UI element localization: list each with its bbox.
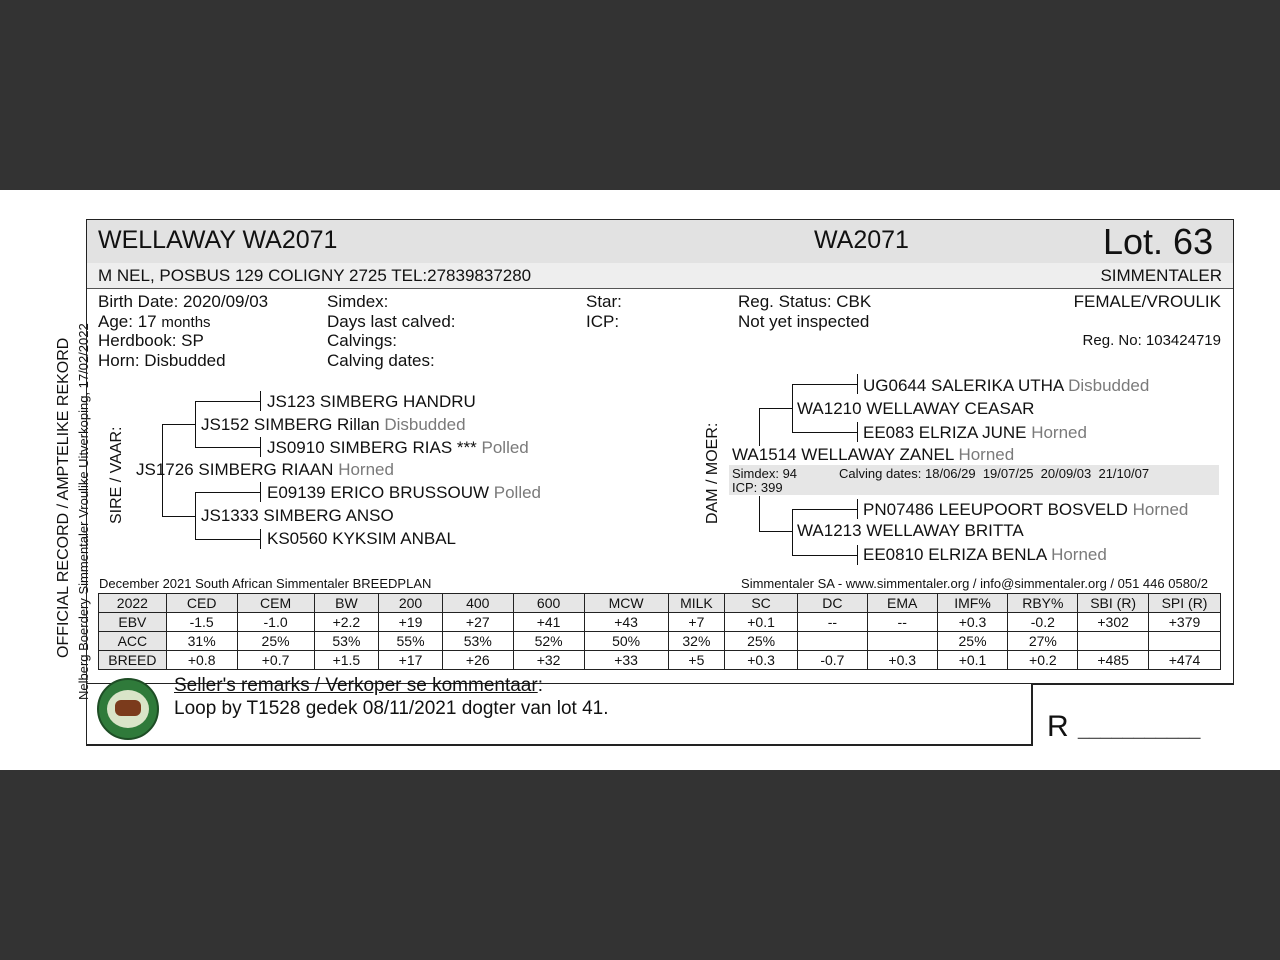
- ebv-cell: CED: [166, 594, 237, 613]
- ebv-row-label: ACC: [99, 632, 167, 651]
- ebv-cell: +0.7: [237, 651, 314, 670]
- sex: FEMALE/VROULIK: [1073, 292, 1221, 311]
- ebv-cell: +5: [668, 651, 724, 670]
- sire-sire-dam: [267, 438, 529, 458]
- ebv-cell: 400: [442, 594, 513, 613]
- price-box-divider: [1031, 684, 1033, 746]
- ebv-cell: SC: [725, 594, 798, 613]
- age-unit: months: [161, 314, 211, 331]
- dam-name: WA1514 WELLAWAY ZANEL: [732, 445, 954, 464]
- inspection-status: Not yet inspected: [738, 312, 870, 331]
- sire-sire-dam-name: JS0910 SIMBERG RIAS ***: [267, 438, 477, 457]
- dam-horn: Horned: [958, 445, 1015, 464]
- sire-dam-sire-horn: Polled: [493, 483, 542, 502]
- ebv-cell: +43: [584, 613, 668, 632]
- ebv-cell: 53%: [442, 632, 513, 651]
- dam-sire: WA1210 WELLAWAY CEASAR: [797, 399, 1035, 418]
- ds-bracket-top: [792, 384, 857, 385]
- owner-address: M NEL, POSBUS 129 COLIGNY 2725 TEL:27839837280: [98, 266, 532, 285]
- ebv-cell: --: [867, 613, 937, 632]
- ddd-tick: [857, 545, 858, 565]
- ebv-cell: -1.0: [237, 613, 314, 632]
- lot-number: Lot. 63: [1103, 221, 1214, 262]
- ss-bracket-top: [195, 401, 260, 402]
- ebv-cell: 25%: [237, 632, 314, 651]
- ebv-cell: BW: [314, 594, 379, 613]
- dam-dam: WA1213 WELLAWAY BRITTA: [797, 521, 1024, 540]
- animal-id: WA2071: [814, 226, 909, 254]
- sire-label: SIRE / VAAR:: [108, 426, 125, 524]
- calvings: Calvings:: [327, 331, 397, 350]
- dam-dam-dam-name: EE0810 ELRIZA BENLA: [863, 545, 1047, 564]
- birth-date: Birth Date: 2020/09/03: [98, 292, 269, 311]
- ebv-cell: MCW: [584, 594, 668, 613]
- ebv-cell: 32%: [668, 632, 724, 651]
- ebv-row-ebv: [99, 613, 1221, 632]
- dam-bracket-top: [759, 408, 792, 409]
- remarks-title: [174, 675, 543, 697]
- reg-status: Reg. Status: CBK: [738, 292, 872, 311]
- remarks-text: Loop by T1528 gedek 08/11/2021 dogter van lot 41.: [174, 698, 609, 719]
- age-value: Age: 17: [98, 312, 157, 331]
- ebv-cell: +0.1: [937, 651, 1008, 670]
- ebv-cell: +26: [442, 651, 513, 670]
- ebv-cell: [1078, 632, 1149, 651]
- ebv-cell: CEM: [237, 594, 314, 613]
- ebv-cell: 27%: [1008, 632, 1078, 651]
- remarks-colon: :: [537, 675, 543, 696]
- sire-dam-dam: KS0560 KYKSIM ANBAL: [267, 529, 456, 548]
- ebv-cell: [867, 632, 937, 651]
- sire-bracket-top: [162, 424, 195, 425]
- price-blank: ___________: [1078, 718, 1201, 740]
- ebv-cell: +0.3: [937, 613, 1008, 632]
- ebv-cell: +7: [668, 613, 724, 632]
- dam-icp: ICP: 399: [732, 480, 783, 495]
- ebv-cell: 53%: [314, 632, 379, 651]
- ebv-cell: --: [798, 613, 868, 632]
- ebv-cell: +0.3: [867, 651, 937, 670]
- sdd-tick: [260, 529, 261, 549]
- dam-label: DAM / MOER:: [704, 422, 721, 524]
- ebv-cell: 55%: [379, 632, 443, 651]
- ebv-cell: RBY%: [1008, 594, 1078, 613]
- reg-number: Reg. No: 103424719: [1082, 332, 1221, 349]
- simmentaler-logo: [97, 678, 159, 740]
- sd-bracket-top: [195, 492, 260, 493]
- sire-sire-horn: Disbudded: [384, 415, 466, 434]
- icp-label: ICP:: [586, 312, 620, 331]
- sd-bracket-bottom: [195, 539, 260, 540]
- ebv-header-row: [99, 594, 1221, 613]
- ebv-cell: -1.5: [166, 613, 237, 632]
- ebv-cell: 25%: [725, 632, 798, 651]
- herdbook: Herdbook: SP: [98, 331, 204, 350]
- sds-tick: [260, 482, 261, 502]
- ssd-tick: [260, 437, 261, 457]
- ebv-cell: +0.1: [725, 613, 798, 632]
- ebv-cell: IMF%: [937, 594, 1008, 613]
- ds-bracket: [792, 384, 793, 432]
- ebv-row-acc: [99, 632, 1221, 651]
- dam-sire-dam-name: EE083 ELRIZA JUNE: [863, 423, 1027, 442]
- ebv-cell: +32: [513, 651, 584, 670]
- ebv-cell: +302: [1078, 613, 1149, 632]
- dam-sire-dam: [863, 423, 1087, 443]
- ebv-cell: 200: [379, 594, 443, 613]
- sire: [136, 460, 394, 480]
- ebv-cell: MILK: [668, 594, 724, 613]
- dam-sire-sire-name: UG0644 SALERIKA UTHA: [863, 376, 1064, 395]
- dam-sire-sire: [863, 376, 1149, 396]
- dd-bracket: [792, 509, 793, 555]
- sire-sire-dam-horn: Polled: [481, 438, 529, 457]
- sire-dam-sire-name: E09139 ERICO BRUSSOUW: [267, 483, 490, 502]
- dam-dam-sire-name: PN07486 LEEUPOORT BOSVELD: [863, 500, 1128, 519]
- ebv-cell: SPI (R): [1149, 594, 1221, 613]
- breedplan-contact: Simmentaler SA - www.simmentaler.org / info@simmentaler.org / 051 446 0580/2: [741, 576, 1208, 591]
- sire-name: JS1726 SIMBERG RIAAN: [136, 460, 334, 479]
- sd-bracket: [195, 492, 196, 539]
- ebv-cell: SBI (R): [1078, 594, 1149, 613]
- ebv-cell: +0.2: [1008, 651, 1078, 670]
- ds-bracket-bottom: [792, 432, 857, 433]
- dam-simdex: Simdex: 94: [732, 466, 798, 481]
- ebv-cell: +1.5: [314, 651, 379, 670]
- ebv-cell: +2.2: [314, 613, 379, 632]
- ebv-cell: +0.8: [166, 651, 237, 670]
- ebv-cell: DC: [798, 594, 868, 613]
- ebv-cell: +27: [442, 613, 513, 632]
- breedplan-title: December 2021 South African Simmentaler BREEDPLAN: [99, 576, 432, 591]
- ebv-cell: -0.2: [1008, 613, 1078, 632]
- sire-sire-name: JS152 SIMBERG Rillan: [201, 415, 380, 434]
- dam-dam-sire-horn: Horned: [1132, 500, 1189, 519]
- dam-sire-dam-horn: Horned: [1031, 423, 1087, 442]
- dam-sire-sire-horn: Disbudded: [1068, 376, 1150, 395]
- ebv-row-label: 2022: [99, 594, 167, 613]
- ebv-cell: +19: [379, 613, 443, 632]
- ebv-cell: -0.7: [798, 651, 868, 670]
- dam-bracket-top-vert: [759, 408, 760, 446]
- ebv-cell: 25%: [937, 632, 1008, 651]
- sire-dam: JS1333 SIMBERG ANSO: [201, 506, 394, 525]
- ebv-row-label: EBV: [99, 613, 167, 632]
- official-record-label: OFFICIAL RECORD / AMPTELIKE REKORD: [55, 337, 72, 658]
- dss-tick: [857, 374, 858, 394]
- ebv-cell: 600: [513, 594, 584, 613]
- dam-dam-sire: [863, 500, 1188, 520]
- ss-bracket-bottom: [195, 447, 260, 448]
- remarks-title-text: Seller's remarks / Verkoper se kommentaar: [174, 675, 538, 696]
- dam-calving-dates: Calving dates: 18/06/29 19/07/25 20/09/03 21/10/07: [839, 466, 1150, 481]
- ebv-cell: [1149, 632, 1221, 651]
- dam-dam-dam: [863, 545, 1107, 565]
- age: [98, 312, 211, 332]
- ss-bracket: [195, 401, 196, 447]
- dam-bracket-bottom-vert: [759, 496, 760, 531]
- sire-sire: [201, 415, 466, 435]
- breeder-sale-label: Nelberg Boerdery Simmentaler Vroulike Uitverkoping, 17/02/2022: [76, 323, 91, 700]
- dd-bracket-bottom: [792, 555, 857, 556]
- dd-bracket-top: [792, 509, 857, 510]
- sire-horn: Horned: [338, 460, 394, 479]
- ebv-cell: EMA: [867, 594, 937, 613]
- horn-status: Horn: Disbudded: [98, 351, 226, 370]
- days-last-calved: Days last calved:: [327, 312, 456, 331]
- ebv-cell: 31%: [166, 632, 237, 651]
- calving-dates: Calving dates:: [327, 351, 435, 370]
- dds-tick: [857, 499, 858, 519]
- ebv-cell: +33: [584, 651, 668, 670]
- sire-dam-sire: [267, 483, 541, 503]
- ebv-cell: +41: [513, 613, 584, 632]
- dam: [732, 445, 1014, 465]
- ebv-cell: +0.3: [725, 651, 798, 670]
- ebv-table: [98, 593, 1221, 670]
- ebv-cell: 52%: [513, 632, 584, 651]
- sire-bracket-bottom: [162, 516, 195, 517]
- animal-name: WELLAWAY WA2071: [98, 226, 338, 254]
- ebv-cell: +474: [1149, 651, 1221, 670]
- breed-label: SIMMENTALER: [1100, 266, 1222, 285]
- ebv-cell: +17: [379, 651, 443, 670]
- dam-dam-dam-horn: Horned: [1051, 545, 1107, 564]
- ebv-cell: 50%: [584, 632, 668, 651]
- ebv-cell: +379: [1149, 613, 1221, 632]
- ebv-cell: [798, 632, 868, 651]
- star-label: Star:: [586, 292, 622, 311]
- ebv-row-breed: [99, 651, 1221, 670]
- dam-bracket-bottom: [759, 531, 792, 532]
- price-box-top: [1031, 684, 1234, 685]
- sire-sire-sire: JS123 SIMBERG HANDRU: [267, 392, 476, 411]
- price-label: R: [1047, 710, 1069, 743]
- ebv-cell: +485: [1078, 651, 1149, 670]
- sss-tick: [260, 391, 261, 411]
- simdex-label: Simdex:: [327, 292, 389, 311]
- ebv-row-label: BREED: [99, 651, 167, 670]
- dsd-tick: [857, 422, 858, 442]
